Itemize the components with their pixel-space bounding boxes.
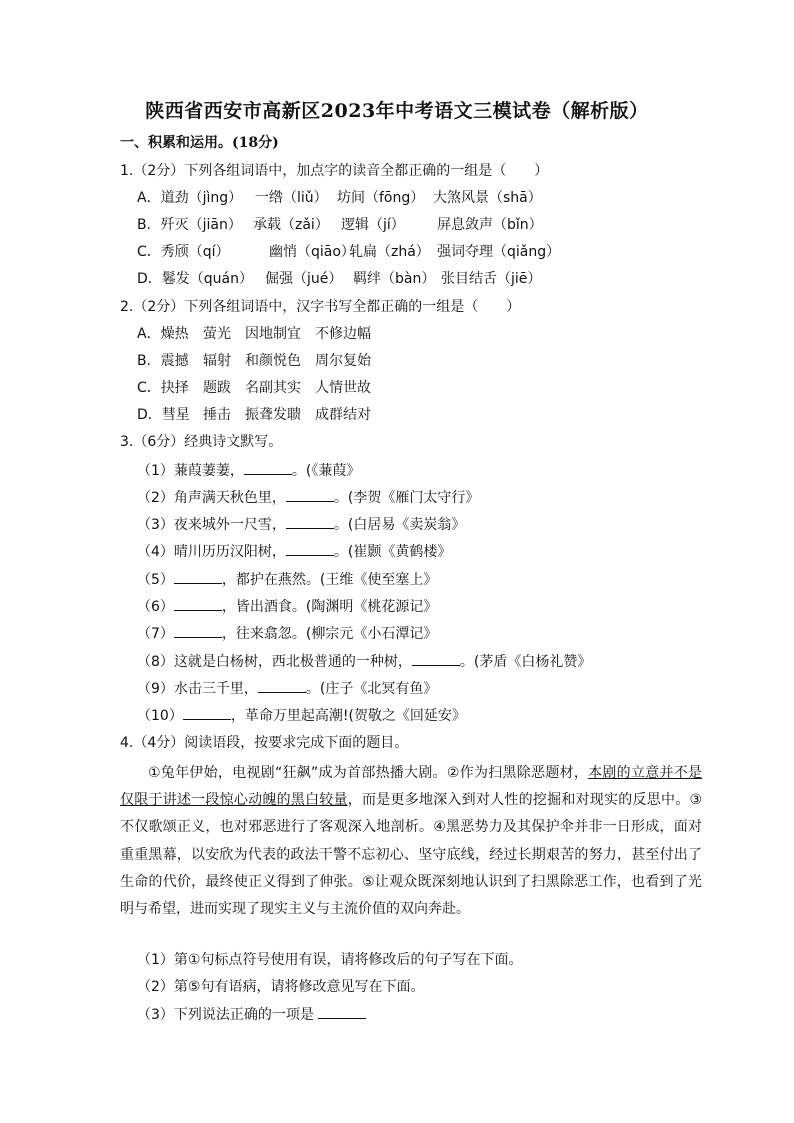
item-suffix: 。(崔颢《黄鹤楼》 (333, 544, 452, 560)
option-term: 成群结对 (315, 407, 371, 423)
option-term: 振聋发聩 (245, 407, 301, 423)
question-4-sub-2: （2）第⑤句有语病，请将修改意见写在下面。 (137, 979, 425, 995)
option-term: 强词夺理（qiǎng） (437, 244, 561, 260)
question-2-option-c (137, 378, 371, 398)
answer-blank[interactable] (174, 569, 222, 584)
question-2-stem: 2.（2分）下列各组词语中，汉字书写全都正确的一组是（ ） (120, 299, 521, 315)
item-prefix: （2）角声满天秋色里， (137, 490, 286, 506)
item-prefix: （6） (137, 599, 174, 615)
recitation-item-1 (137, 460, 360, 481)
option-term: C．秀颀（qí） (137, 244, 230, 260)
item-prefix: （10） (137, 708, 183, 724)
recitation-item-8 (137, 651, 591, 672)
option-term: A．燥热 (137, 326, 189, 342)
option-term: 萤光 (203, 326, 231, 342)
option-term: B．歼灭（jiān） (137, 217, 242, 233)
recitation-item-9 (137, 678, 437, 699)
item-prefix: （4）晴川历历汉阳树， (137, 544, 286, 560)
passage-text: ，而是更多地深入到对人性的挖掘和对现实的反思中。③不仅歌颂正义，也对邪恶进行了客观深入地剖析。④黑恶势力及其保护伞并非一日形成，面对重重黑幕，以安欣为代表的政法干警不忘初心、坚守底线，经过长期艰苦的努力，甚至付出了生命的代价，最终使正义得到了伸张。⑤让观众既深刻地认识到了扫黑除恶工作，也看到了光明与希望，进而实现了现实主义与主流价值的双向奔赴。 (120, 792, 702, 918)
option-term: 张目结舌（jiē） (441, 271, 542, 287)
option-term: 轧扁（zhá） (349, 244, 430, 260)
item-prefix: （3）夜来城外一尺雪， (137, 517, 286, 533)
option-term: 大煞风景（shā） (433, 190, 542, 206)
option-term: 一绺（liǔ） (255, 190, 328, 206)
item-suffix: ，革命万里起高潮!(贺敬之《回延安》 (230, 708, 466, 724)
question-2-option-a (137, 324, 371, 344)
recitation-item-10 (137, 705, 466, 726)
question-4-sub-3 (137, 1004, 366, 1025)
answer-blank[interactable] (258, 678, 306, 693)
option-term: 捶击 (203, 407, 231, 423)
question-1-stem: 1.（2分）下列各组词语中，加点字的读音全都正确的一组是（ ） (120, 163, 549, 179)
section-heading: 一、积累和运用。(18分) (120, 135, 279, 151)
item-suffix: ，往来翕忽。(柳宗元《小石潭记》 (221, 626, 438, 642)
option-term: D．彗星 (137, 407, 190, 423)
option-term: 人情世故 (315, 380, 371, 396)
option-term: C．抉择 (137, 380, 189, 396)
item-prefix: （7） (137, 626, 174, 642)
item-suffix: ，皆出酒食。(陶渊明《桃花源记》 (221, 599, 438, 615)
recitation-item-6 (137, 596, 437, 617)
option-term: 坊间（fōng） (337, 190, 425, 206)
option-term: 名副其实 (245, 380, 301, 396)
item-suffix: 。(李贺《雁门太守行》 (333, 490, 480, 506)
question-1-option-c (137, 242, 560, 262)
option-term: 屏息敛声（bǐn） (437, 217, 543, 233)
option-term: 和颜悦色 (245, 353, 301, 369)
option-term: B．震撼 (137, 353, 189, 369)
item-suffix: 。(《蒹葭》 (291, 463, 361, 479)
option-term: 逻辑（jí） (341, 217, 405, 233)
underlined-sentence: 本剧的立意并不是仅限于讲述一段惊心动魄的黑白较量 (120, 765, 703, 809)
recitation-item-4 (137, 541, 451, 562)
answer-blank[interactable] (244, 460, 292, 475)
answer-blank[interactable] (174, 623, 222, 638)
page-title: 陕西省西安市高新区2023年中考语文三模试卷（解析版） (145, 100, 649, 122)
reading-passage (120, 760, 702, 923)
item-suffix: 。(茅盾《白杨礼赞》 (459, 654, 592, 670)
answer-blank[interactable] (286, 514, 334, 529)
answer-blank[interactable] (318, 1004, 366, 1019)
item-prefix: （1）蒹葭萋萋， (137, 463, 244, 479)
item-prefix: （9）水击三千里， (137, 681, 258, 697)
answer-blank[interactable] (183, 705, 231, 720)
question-2-option-d (137, 405, 371, 425)
option-term: 倔强（jué） (265, 271, 343, 287)
option-term: 题跋 (203, 380, 231, 396)
item-suffix: 。(庄子《北冥有鱼》 (305, 681, 438, 697)
option-term: 周尔复始 (315, 353, 371, 369)
question-4-stem: 4.（4分）阅读语段，按要求完成下面的题目。 (120, 735, 409, 751)
answer-blank[interactable] (174, 596, 222, 611)
recitation-item-3 (137, 514, 465, 535)
answer-blank[interactable] (286, 487, 334, 502)
option-term: 不修边幅 (315, 326, 371, 342)
option-term: D．鬈发（quán） (137, 271, 253, 287)
question-2-option-b (137, 351, 371, 371)
passage-text: ①兔年伊始，电视剧“狂飙”成为首部热播大剧。②作为扫黑除恶题材， (148, 765, 589, 781)
item-prefix: （5） (137, 572, 174, 588)
question-3-stem: 3.（6分）经典诗文默写。 (120, 434, 283, 450)
option-term: A．道劲（jìng） (137, 190, 243, 206)
item-prefix: （8）这就是白杨树，西北极普通的一种树， (137, 654, 412, 670)
option-term: 幽悄（qiāo） (269, 244, 355, 260)
item-suffix: 。(白居易《卖炭翁》 (333, 517, 466, 533)
answer-blank[interactable] (412, 651, 460, 666)
sub-question-text: （3）下列说法正确的一项是 (137, 1007, 319, 1023)
question-1-option-a (137, 188, 542, 208)
recitation-item-7 (137, 623, 437, 644)
item-suffix: ，都护在燕然。(王维《使至塞上》 (221, 572, 438, 588)
answer-blank[interactable] (286, 541, 334, 556)
recitation-item-5 (137, 569, 437, 590)
question-1-option-b (137, 215, 543, 235)
question-1-option-d (137, 269, 541, 289)
option-term: 承载（zǎi） (253, 217, 329, 233)
option-term: 羁绊（bàn） (353, 271, 436, 287)
recitation-item-2 (137, 487, 479, 508)
question-4-sub-1: （1）第①句标点符号使用有误，请将修改后的句子写在下面。 (137, 952, 523, 968)
option-term: 因地制宜 (245, 326, 301, 342)
option-term: 辐射 (203, 353, 231, 369)
